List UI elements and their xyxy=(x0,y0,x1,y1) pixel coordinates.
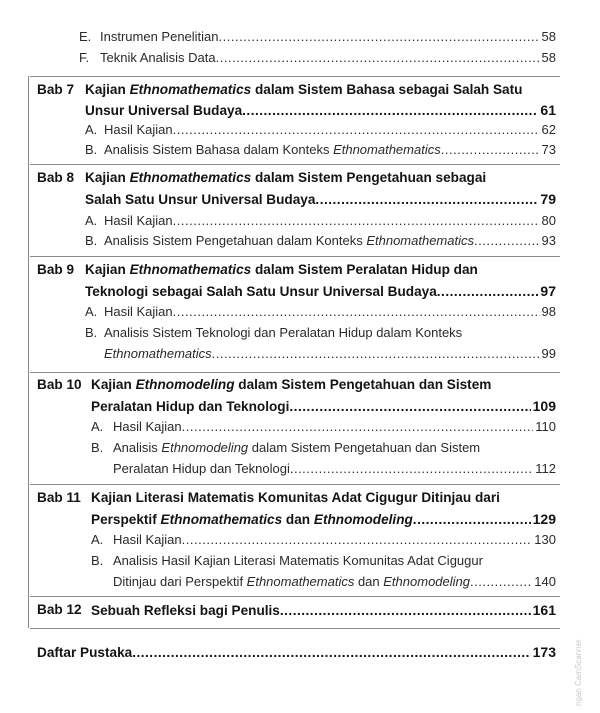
section-bar xyxy=(28,256,29,372)
title-text: Kajian xyxy=(91,377,136,392)
bab10-a[interactable] xyxy=(113,419,556,434)
bab8-page: 79 xyxy=(540,191,556,207)
title-text-part: dan xyxy=(282,512,314,527)
title-text xyxy=(91,512,413,527)
bab7-a-label: A. xyxy=(85,122,98,137)
entry-emphasis: Ethnomathematics xyxy=(333,142,441,157)
leader-dots xyxy=(182,419,534,434)
entry-emphasis: Ethnomodeling xyxy=(161,440,249,455)
scanner-watermark: ngan CamScanner xyxy=(574,639,583,706)
bab10-b-line1[interactable] xyxy=(113,440,480,455)
leader-dots xyxy=(280,603,531,618)
bab12-entry[interactable] xyxy=(91,602,556,618)
entry-text-part: Analisis xyxy=(113,440,162,455)
section-bar xyxy=(28,76,29,164)
section-bar xyxy=(28,164,29,256)
bab11-b-line2[interactable] xyxy=(113,574,556,589)
entry-emphasis: Ethnomathematics xyxy=(366,233,474,248)
title-text: Daftar Pustaka xyxy=(37,645,133,660)
bab8-a-label: A. xyxy=(85,213,98,228)
bab7-title-line2[interactable] xyxy=(85,102,556,118)
bab11-title-line1[interactable]: Kajian Literasi Matematis Komunitas Adat Cigugur Ditinjau dari xyxy=(91,490,500,505)
bab10-b-line2[interactable] xyxy=(113,461,556,476)
title-emphasis: Ethnomathematics xyxy=(129,170,252,185)
entry-text: Hasil Kajian xyxy=(104,304,173,319)
entry-text xyxy=(113,574,470,589)
title-emphasis: Ethnomathematics xyxy=(129,82,252,97)
separator xyxy=(30,596,560,597)
separator xyxy=(30,76,560,77)
bab8-b-label: B. xyxy=(85,233,98,248)
entry-text: Hasil Kajian xyxy=(104,122,173,137)
bab10-b-label: B. xyxy=(91,440,104,455)
entry-f[interactable] xyxy=(100,50,556,65)
entry-e-text: Instrumen Penelitian xyxy=(100,29,219,44)
leader-dots xyxy=(413,512,531,527)
entry-text xyxy=(104,142,441,157)
title-emphasis: Ethnomodeling xyxy=(135,377,235,392)
entry-page: 80 xyxy=(541,213,556,228)
entry-text-part: dalam Sistem Pengetahuan dan Sistem xyxy=(248,440,481,455)
leader-dots xyxy=(242,103,538,118)
bab8-title-line2[interactable] xyxy=(85,191,556,207)
bab9-b-line2[interactable] xyxy=(104,346,556,361)
separator xyxy=(30,256,560,257)
entry-e-label: E. xyxy=(79,29,92,44)
leader-dots xyxy=(474,233,540,248)
title-text: Unsur Universal Budaya xyxy=(85,103,243,118)
entry-page: 62 xyxy=(541,122,556,137)
bab10-label: Bab 10 xyxy=(37,377,82,392)
bab8-label: Bab 8 xyxy=(37,170,75,185)
title-text: dalam Sistem Peralatan Hidup dan xyxy=(251,262,478,277)
entry-page: 73 xyxy=(541,142,556,157)
entry-page: 140 xyxy=(534,574,556,589)
title-text: Salah Satu Unsur Universal Budaya xyxy=(85,192,316,207)
bab11-page: 129 xyxy=(532,511,556,527)
leader-dots xyxy=(173,213,540,228)
entry-emphasis: Ethnomathematics xyxy=(246,574,355,589)
entry-text-part: Ditinjau dari Perspektif xyxy=(113,574,247,589)
leader-dots xyxy=(212,346,540,361)
entry-page: 98 xyxy=(541,304,556,319)
section-bar xyxy=(28,596,29,628)
entry-text: Hasil Kajian xyxy=(113,419,182,434)
title-text: Kajian xyxy=(85,82,130,97)
bab9-title-line1[interactable] xyxy=(85,262,478,277)
leader-dots xyxy=(182,532,533,547)
bab10-title-line1[interactable] xyxy=(91,377,491,392)
title-emphasis: Ethnomathematics xyxy=(129,262,252,277)
entry-page: 112 xyxy=(535,461,556,476)
bab8-title-line1[interactable] xyxy=(85,170,486,185)
bab11-title-line2[interactable] xyxy=(91,511,556,527)
bab9-page: 97 xyxy=(540,283,556,299)
bab7-page: 61 xyxy=(540,102,556,118)
section-bar xyxy=(28,484,29,596)
entry-text: Hasil Kajian xyxy=(104,213,173,228)
bab9-b-line1[interactable]: Analisis Sistem Teknologi dan Peralatan Hidup dalam Konteks xyxy=(104,325,463,340)
leader-dots xyxy=(441,142,540,157)
bab7-title-line1[interactable] xyxy=(85,82,522,97)
daftar-page: 173 xyxy=(532,644,556,660)
separator xyxy=(30,164,560,165)
bab9-a-label: A. xyxy=(85,304,98,319)
section-bar xyxy=(28,372,29,484)
bab10-title-line2[interactable] xyxy=(91,398,556,414)
entry-f-page: 58 xyxy=(541,50,556,65)
bab8-b[interactable] xyxy=(104,233,556,248)
bab8-a[interactable] xyxy=(104,213,556,228)
title-text-part: Perspektif xyxy=(91,512,161,527)
bab9-a[interactable] xyxy=(104,304,556,319)
leader-dots xyxy=(216,50,540,65)
entry-f-text: Teknik Analisis Data xyxy=(100,50,216,65)
separator xyxy=(30,628,560,629)
entry-page: 99 xyxy=(541,346,556,361)
daftar-pustaka-entry[interactable] xyxy=(37,644,556,660)
entry-text: Hasil Kajian xyxy=(113,532,182,547)
entry-text-part: Analisis Sistem Pengetahuan dalam Konteks xyxy=(104,233,367,248)
bab11-label: Bab 11 xyxy=(37,490,81,505)
entry-page: 110 xyxy=(535,419,556,434)
leader-dots xyxy=(437,284,539,299)
bab7-label: Bab 7 xyxy=(37,82,75,97)
entry-text xyxy=(104,233,474,248)
bab10-a-label: A. xyxy=(91,419,104,434)
bab12-page: 161 xyxy=(532,602,556,618)
leader-dots xyxy=(132,645,530,660)
leader-dots xyxy=(470,574,532,589)
leader-dots xyxy=(219,29,540,44)
entry-e-page: 58 xyxy=(541,29,556,44)
title-text: Teknologi sebagai Salah Satu Unsur Universal Budaya xyxy=(85,284,437,299)
bab11-a[interactable] xyxy=(113,532,556,547)
bab11-b-label: B. xyxy=(91,553,104,568)
leader-dots xyxy=(173,304,540,319)
title-text: Kajian xyxy=(85,170,130,185)
title-text: Kajian xyxy=(85,262,130,277)
leader-dots xyxy=(173,122,540,137)
bab11-b-line1[interactable]: Analisis Hasil Kajian Literasi Matematis Komunitas Adat Cigugur xyxy=(113,553,483,568)
entry-page: 93 xyxy=(541,233,556,248)
entry-text-part: Analisis Sistem Bahasa dalam Konteks xyxy=(104,142,334,157)
title-text: Peralatan Hidup dan Teknologi xyxy=(91,399,290,414)
title-text: dalam Sistem Bahasa sebagai Salah Satu xyxy=(251,82,523,97)
leader-dots xyxy=(290,461,533,476)
leader-dots xyxy=(289,399,530,414)
entry-emphasis: Ethnomodeling xyxy=(383,574,470,589)
entry-page: 130 xyxy=(534,532,556,547)
separator xyxy=(30,484,560,485)
bab12-label: Bab 12 xyxy=(37,602,82,617)
title-text: dalam Sistem Pengetahuan sebagai xyxy=(251,170,487,185)
entry-e[interactable] xyxy=(100,29,556,44)
entry-text-part: dan xyxy=(354,574,384,589)
separator xyxy=(30,372,560,373)
entry-emphasis: Ethnomathematics xyxy=(104,346,212,361)
bab7-b-label: B. xyxy=(85,142,98,157)
bab9-label: Bab 9 xyxy=(37,262,75,277)
title-emphasis: Ethnomathematics xyxy=(160,512,283,527)
bab9-b-label: B. xyxy=(85,325,98,340)
entry-text: Peralatan Hidup dan Teknologi xyxy=(113,461,290,476)
bab7-b[interactable] xyxy=(104,142,556,157)
title-emphasis: Ethnomodeling xyxy=(313,512,413,527)
leader-dots xyxy=(315,192,538,207)
bab11-a-label: A. xyxy=(91,532,104,547)
entry-f-label: F. xyxy=(79,50,90,65)
title-text: Sebuah Refleksi bagi Penulis xyxy=(91,603,280,618)
title-text: dalam Sistem Pengetahuan dan Sistem xyxy=(234,377,492,392)
bab10-page: 109 xyxy=(532,398,556,414)
bab9-title-line2[interactable] xyxy=(85,283,556,299)
bab7-a[interactable] xyxy=(104,122,556,137)
